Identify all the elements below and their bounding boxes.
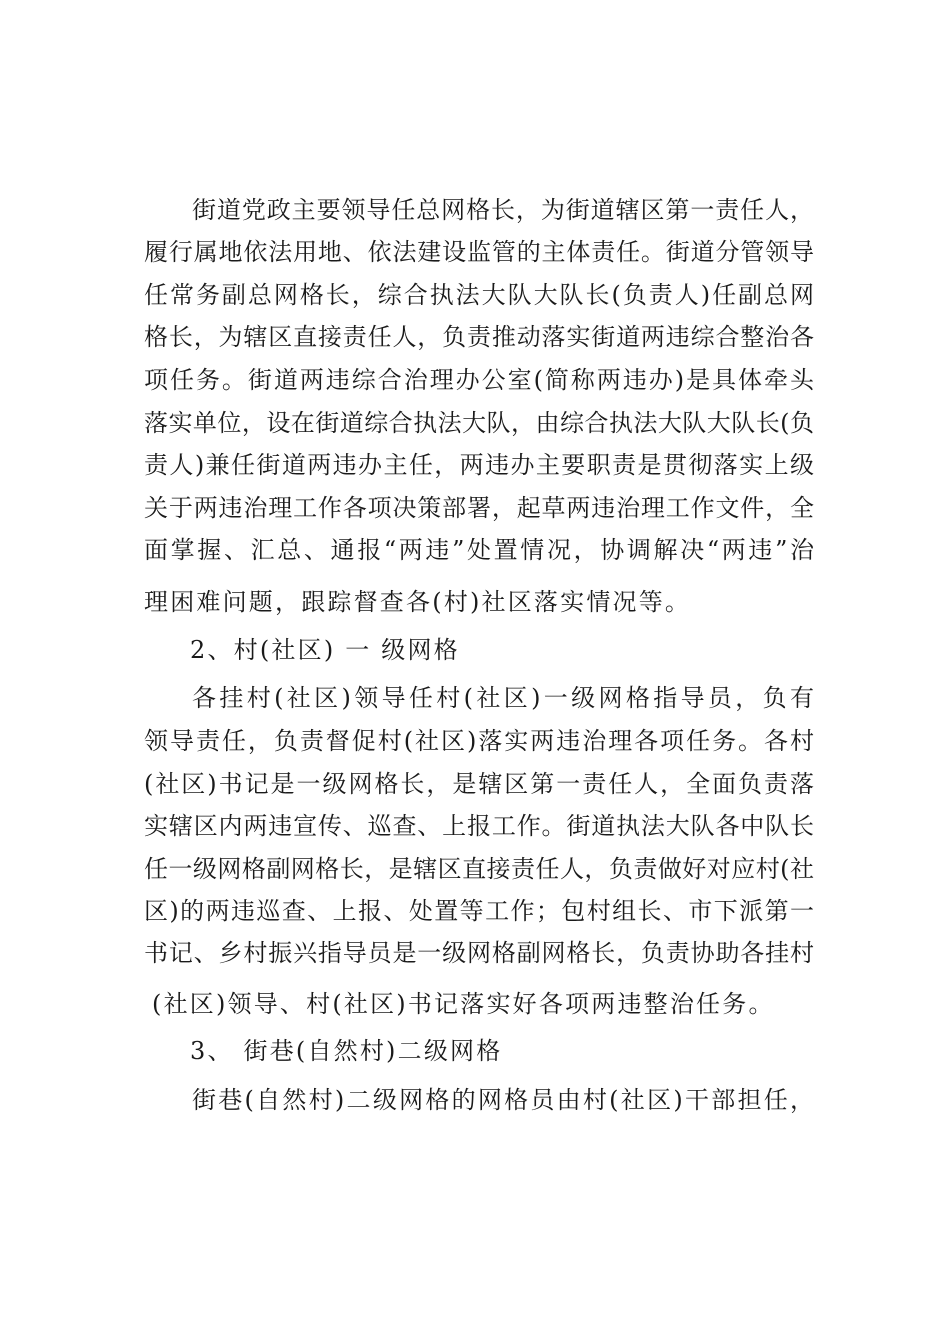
paragraph-line: 履行属地依法用地、依法建设监管的主体责任。街道分管领导 bbox=[144, 238, 814, 266]
paragraph-line: 任常务副总网格长，综合执法大队大队长(负责人)任副总网 bbox=[144, 281, 814, 309]
paragraph-line: 落实单位，设在街道综合执法大队，由综合执法大队大队长(负 bbox=[144, 409, 814, 437]
paragraph-line: 面掌握、汇总、通报“两违”处置情况，协调解决“两违”治 bbox=[144, 536, 814, 564]
paragraph-line: 实辖区内两违宣传、巡查、上报工作。街道执法大队各中队长 bbox=[144, 812, 814, 840]
paragraph-line: 任一级网格副网格长，是辖区直接责任人，负责做好对应村(社 bbox=[144, 855, 814, 883]
paragraph-line: 项任务。街道两违综合治理办公室(简称两违办)是具体牵头 bbox=[144, 366, 814, 394]
section-heading: 3、 街巷(自然村)二级网格 bbox=[190, 1037, 503, 1065]
paragraph-line: 格长，为辖区直接责任人，负责推动落实街道两违综合整治各 bbox=[144, 323, 814, 351]
paragraph-line: 各挂村(社区)领导任村(社区)一级网格指导员，负有 bbox=[192, 684, 814, 712]
section-heading: 2、村(社区) 一 级网格 bbox=[190, 636, 460, 664]
paragraph-line: 理困难问题，跟踪督查各(村)社区落实情况等。 bbox=[144, 588, 692, 616]
paragraph-line: 领导责任，负责督促村(社区)落实两违治理各项任务。各村 bbox=[144, 727, 814, 755]
paragraph-line: 区)的两违巡查、上报、处置等工作；包村组长、市下派第一 bbox=[144, 897, 814, 925]
paragraph-line: (社区)领导、村(社区)书记落实好各项两违整治任务。 bbox=[152, 990, 775, 1018]
paragraph-line: 关于两违治理工作各项决策部署，起草两违治理工作文件，全 bbox=[144, 494, 814, 522]
paragraph-line: 书记、乡村振兴指导员是一级网格副网格长，负责协助各挂村 bbox=[144, 939, 814, 967]
paragraph-line: 责人)兼任街道两违办主任，两违办主要职责是贯彻落实上级 bbox=[144, 451, 814, 479]
paragraph-line: 街道党政主要领导任总网格长，为街道辖区第一责任人， bbox=[192, 196, 814, 224]
paragraph-line: 街巷(自然村)二级网格的网格员由村(社区)干部担任， bbox=[192, 1086, 814, 1114]
paragraph-line: (社区)书记是一级网格长，是辖区第一责任人，全面负责落 bbox=[144, 770, 814, 798]
